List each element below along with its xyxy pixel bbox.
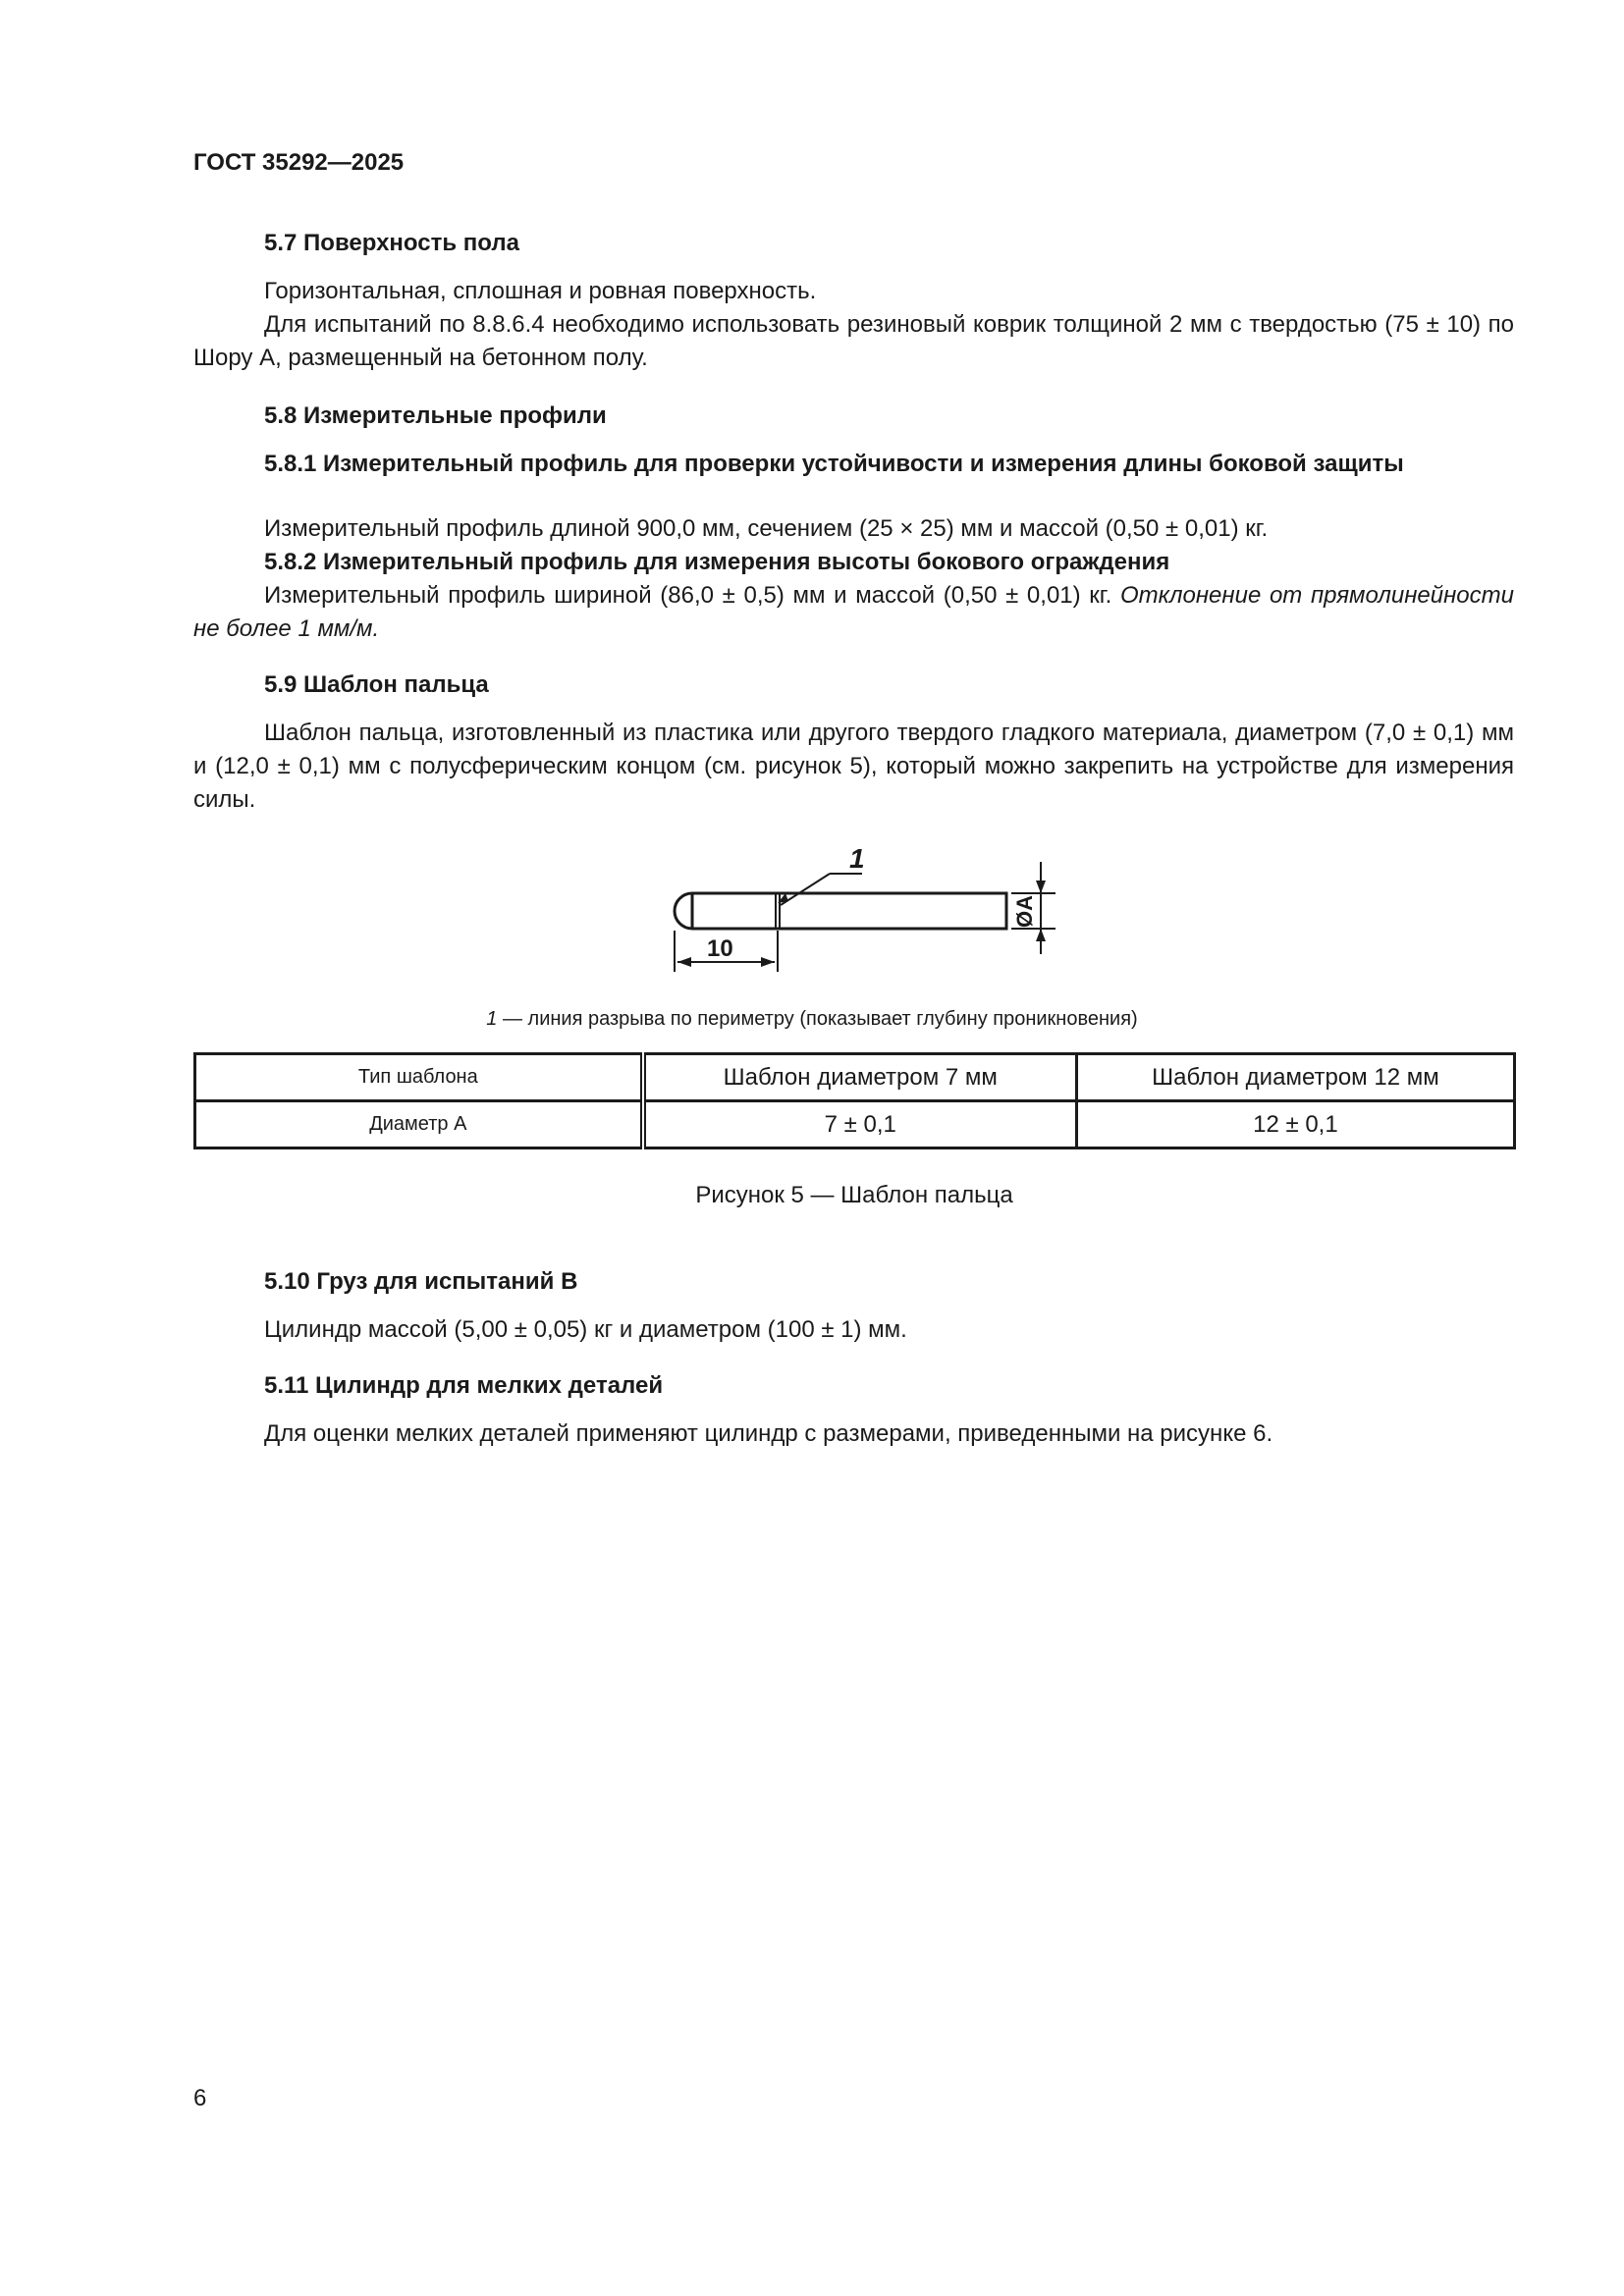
section-5-10-title: 5.10 Груз для испытаний В — [264, 1268, 578, 1295]
callout-label: 1 — [849, 843, 865, 874]
diameter-arrow-top — [1036, 881, 1046, 893]
diameter-arrow-bottom — [1036, 929, 1046, 941]
figure-5-caption: Рисунок 5 — Шаблон пальца — [695, 1182, 1013, 1208]
figure-5-key-text: — линия разрыва по периметру (показывает глубину проникновения) — [497, 1008, 1138, 1030]
diameter-dimension-label: ØA — [1012, 895, 1037, 928]
section-5-8-2-title: 5.8.2 Измерительный профиль для измерения высоты бокового ограждения — [264, 549, 1170, 575]
section-5-8-2-text — [193, 579, 1514, 646]
probe-dimension-table — [193, 1052, 1516, 1149]
finger-probe-drawing — [648, 834, 1080, 982]
section-5-8-1-title: 5.8.1 Измерительный профиль для проверки устойчивости и измерения длины боковой защиты — [264, 451, 1404, 477]
length-arrow-right — [761, 957, 775, 967]
table-cell: 7 ± 0,1 — [643, 1101, 1077, 1148]
table-cell: Диаметр А — [195, 1101, 643, 1148]
section-5-11-text: Для оценки мелких деталей применяют цилиндр с размерами, приведенными на рисунке 6. — [264, 1420, 1273, 1447]
section-5-11-title: 5.11 Цилиндр для мелких деталей — [264, 1372, 664, 1399]
table-cell: Шаблон диаметром 12 мм — [1076, 1054, 1514, 1101]
length-dimension-label: 10 — [707, 935, 733, 962]
section-5-10-text: Цилиндр массой (5,00 ± 0,05) кг и диаметром (100 ± 1) мм. — [264, 1316, 907, 1343]
figure-5-key-number: 1 — [486, 1008, 498, 1030]
document-header: ГОСТ 35292—2025 — [193, 149, 405, 176]
table-row — [195, 1101, 1515, 1148]
table-cell: Тип шаблона — [195, 1054, 643, 1101]
section-5-7-title: 5.7 Поверхность пола — [264, 230, 519, 256]
section-5-7-paragraph-1: Горизонтальная, сплошная и ровная поверхность. — [264, 278, 817, 304]
section-5-9-text: Шаблон пальца, изготовленный из пластика или другого твердого гладкого материала, диаметром (7,0 ± 0,1) мм и (12,0 ± 0,1) мм с полусферическим концом (см. рисунок 5), который можно закрепить на устройстве для измерения силы. — [193, 720, 1514, 813]
section-5-8-2-italic-note: Отклонение от прямолинейности не более 1 мм/м. — [193, 582, 1514, 642]
section-5-8-2-body: Измерительный профиль шириной (86,0 ± 0,5) мм и массой (0,50 ± 0,01) кг. — [264, 582, 1112, 609]
table-cell: 12 ± 0,1 — [1076, 1101, 1514, 1148]
section-5-7-paragraph-2: Для испытаний по 8.8.6.4 необходимо использовать резиновый коврик толщиной 2 мм с твердостью (75 ± 10) по Шору А, размещенный на бетонном полу. — [193, 311, 1514, 371]
table-row — [195, 1054, 1515, 1101]
probe-outline — [675, 893, 1006, 929]
page-number: 6 — [193, 2085, 207, 2111]
table-cell: Шаблон диаметром 7 мм — [643, 1054, 1077, 1101]
section-5-8-title: 5.8 Измерительные профили — [264, 402, 607, 429]
section-5-9-title: 5.9 Шаблон пальца — [264, 671, 489, 698]
length-arrow-left — [677, 957, 691, 967]
figure-5-key — [0, 1008, 1624, 1031]
section-5-8-1-text: Измерительный профиль длиной 900,0 мм, сечением (25 × 25) мм и массой (0,50 ± 0,01) кг. — [264, 515, 1269, 542]
